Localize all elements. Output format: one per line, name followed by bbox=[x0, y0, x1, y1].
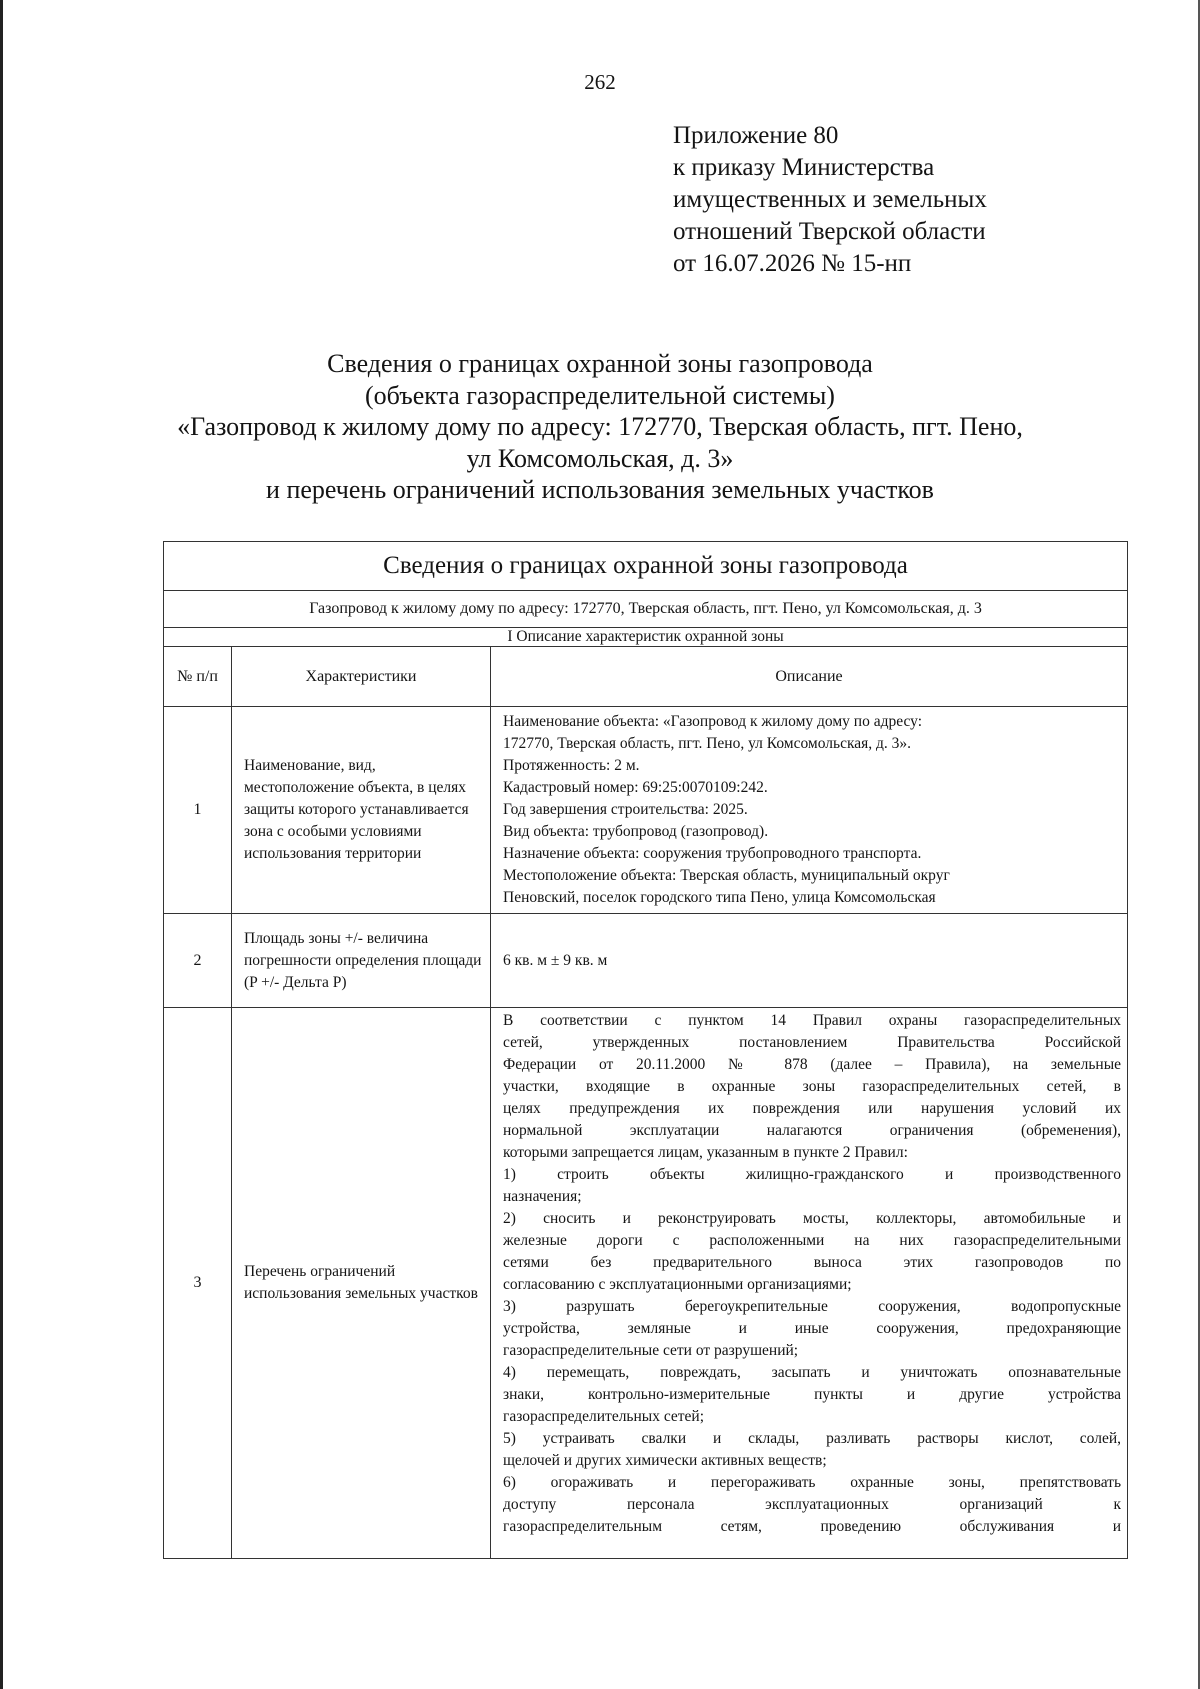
description-line: В соответствии с пунктом 14 Правил охраны газораспределительных bbox=[503, 1012, 1122, 1029]
description-line: газораспределительных сетей; bbox=[503, 1408, 705, 1425]
row-description: 6 кв. м ± 9 кв. м bbox=[491, 914, 1128, 1008]
row-description bbox=[491, 1008, 1128, 1559]
description-line: Федерации от 20.11.2000 № 878 (далее – Правила), на земельные bbox=[503, 1056, 1122, 1073]
title-line: (объекта газораспределительной системы) bbox=[365, 380, 835, 410]
description-line: доступу персонала эксплуатационных организаций к bbox=[503, 1496, 1122, 1513]
table-row bbox=[164, 914, 1128, 1008]
description-line: Кадастровый номер: 69:25:0070109:242. bbox=[503, 779, 768, 796]
description-line: устройства, земляные и иные сооружения, предохраняющие bbox=[503, 1320, 1122, 1337]
description-line: согласованию с эксплуатационными организациями; bbox=[503, 1276, 852, 1293]
description-line: Год завершения строительства: 2025. bbox=[503, 801, 748, 818]
description-line: 5) устраивать свалки и склады, разливать растворы кислот, солей, bbox=[503, 1430, 1122, 1447]
description-line: 2) сносить и реконструировать мосты, коллекторы, автомобильные и bbox=[503, 1210, 1122, 1227]
row-description bbox=[491, 707, 1128, 914]
title-line: ул Комсомольская, д. 3» bbox=[466, 443, 734, 473]
appendix-line: Приложение 80 bbox=[673, 122, 839, 149]
appendix-line: отношений Тверской области bbox=[673, 218, 986, 245]
table-object-name: Газопровод к жилому дому по адресу: 172770, Тверская область, пгт. Пено, ул Комсомольская, д. 3 bbox=[164, 591, 1128, 628]
document-title bbox=[130, 348, 1070, 506]
description-line: железные дороги с расположенными на них газораспределительными bbox=[503, 1232, 1122, 1249]
title-line: и перечень ограничений использования земельных участков bbox=[266, 475, 934, 504]
description-line: которыми запрещается лицам, указанным в пункте 2 Правил: bbox=[503, 1144, 908, 1161]
description-line: участки, входящие в охранные зоны газораспределительных сетей, в bbox=[503, 1078, 1122, 1095]
row-number: 2 bbox=[164, 914, 232, 1008]
zone-info-table bbox=[163, 541, 1128, 1559]
scan-edge-left bbox=[0, 0, 3, 1689]
row-characteristic: Перечень ограничений использования земельных участков bbox=[232, 1008, 491, 1559]
description-line: 4) перемещать, повреждать, засыпать и уничтожать опознавательные bbox=[503, 1364, 1122, 1381]
description-line: нормальной эксплуатации налагаются ограничения (обременения), bbox=[503, 1122, 1122, 1139]
header-characteristics: Характеристики bbox=[232, 647, 491, 707]
description-line: Вид объекта: трубопровод (газопровод). bbox=[503, 823, 769, 840]
description-line: 3) разрушать берегоукрепительные сооружения, водопропускные bbox=[503, 1298, 1122, 1315]
description-line: 1) строить объекты жилищно-гражданского и производственного bbox=[503, 1166, 1122, 1183]
description-line: Местоположение объекта: Тверская область, муниципальный округ bbox=[503, 867, 950, 884]
row-number: 1 bbox=[164, 707, 232, 914]
description-line: назначения; bbox=[503, 1188, 582, 1205]
table-title: Сведения о границах охранной зоны газопровода bbox=[164, 542, 1128, 591]
appendix-line: к приказу Министерства bbox=[673, 154, 935, 181]
description-line: целях предупреждения их повреждения или нарушения условий их bbox=[503, 1100, 1122, 1117]
table-row bbox=[164, 707, 1128, 914]
appendix-line: имущественных и земельных bbox=[673, 186, 987, 213]
table-section-heading: I Описание характеристик охранной зоны bbox=[164, 628, 1128, 647]
description-line: щелочей и других химически активных веществ; bbox=[503, 1452, 827, 1469]
header-description: Описание bbox=[491, 647, 1128, 707]
appendix-line: от 16.07.2026 № 15-нп bbox=[673, 250, 912, 277]
description-line: сетями без предварительного выноса этих газопроводов по bbox=[503, 1254, 1122, 1271]
description-line: знаки, контрольно-измерительные пункты и другие устройства bbox=[503, 1386, 1122, 1403]
description-line: Назначение объекта: сооружения трубопроводного транспорта. bbox=[503, 845, 922, 862]
title-line: «Газопровод к жилому дому по адресу: 172770, Тверская область, пгт. Пено, bbox=[177, 412, 1023, 441]
description-line: 172770, Тверская область, пгт. Пено, ул Комсомольская, д. 3». bbox=[503, 735, 912, 752]
description-line: газораспределительным сетям, проведению обслуживания и bbox=[503, 1518, 1122, 1535]
description-line: Протяженность: 2 м. bbox=[503, 757, 640, 774]
description-line: газораспределительные сети от разрушений; bbox=[503, 1342, 799, 1359]
description-line: Наименование объекта: «Газопровод к жилому дому по адресу: bbox=[503, 713, 923, 730]
description-line: Пеновский, поселок городского типа Пено, улица Комсомольская bbox=[503, 889, 936, 906]
description-line: сетей, утвержденных постановлением Правительства Российской bbox=[503, 1034, 1122, 1051]
row-characteristic: Площадь зоны +/- величина погрешности определения площади (P +/- Дельта P) bbox=[232, 914, 491, 1008]
row-characteristic: Наименование, вид, местоположение объекта, в целях защиты которого устанавливается зона с особыми условиями использования территории bbox=[232, 707, 491, 914]
table-header-row bbox=[164, 647, 1128, 707]
table-row bbox=[164, 1008, 1128, 1559]
header-num: № п/п bbox=[164, 647, 232, 707]
description-line: 6) огораживать и перегораживать охранные зоны, препятствовать bbox=[503, 1474, 1122, 1491]
title-line: Сведения о границах охранной зоны газопровода bbox=[327, 349, 873, 378]
row-number: 3 bbox=[164, 1008, 232, 1559]
appendix-block bbox=[673, 120, 987, 280]
page-number: 262 bbox=[584, 70, 616, 94]
